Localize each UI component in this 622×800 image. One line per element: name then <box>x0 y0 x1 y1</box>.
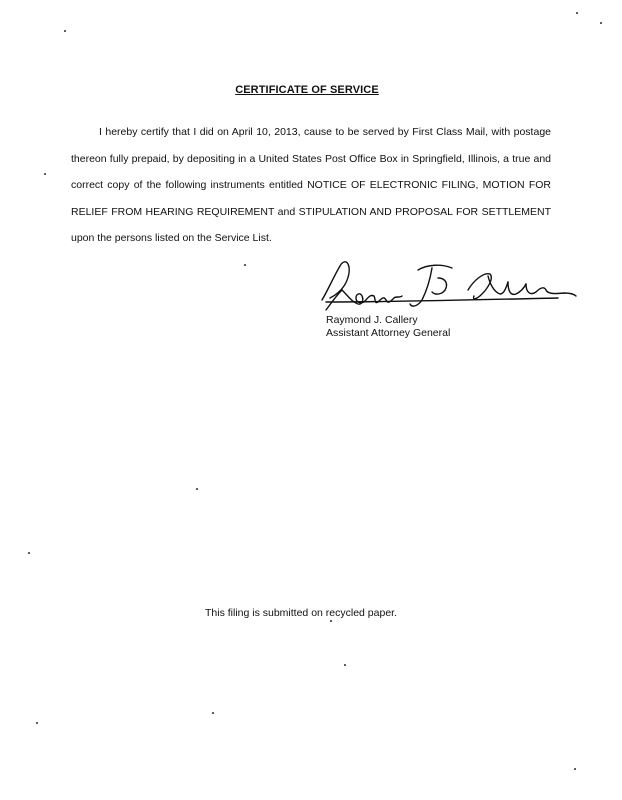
certificate-body: I hereby certify that I did on April 10, 2013, cause to be served by First Class Mail, with postage thereon fully prepaid, by depositing in a United States Post Office Box in Springfield, Illinois, a true and correct copy of the following instruments entitled NOTICE OF ELECTRONIC FILING, MOTION FOR RELIEF FROM HEARING REQUIREMENT and STIPULATION AND PROPOSAL FOR SETTLEMENT upon the persons listed on the Service List. <box>71 126 551 244</box>
scan-speck <box>36 722 38 724</box>
scan-speck <box>244 264 246 266</box>
scan-speck <box>44 173 46 175</box>
scan-speck <box>574 768 576 770</box>
recycled-paper-note: This filing is submitted on recycled paper. <box>204 607 397 619</box>
scan-speck <box>64 30 66 32</box>
scan-speck <box>28 552 30 554</box>
scan-speck <box>212 712 214 714</box>
handwritten-signature <box>318 256 578 318</box>
signer-name: Raymond J. Callery <box>326 314 418 326</box>
scan-speck <box>344 664 346 666</box>
scan-speck <box>576 12 578 14</box>
scan-speck <box>330 620 332 622</box>
certificate-title: CERTIFICATE OF SERVICE <box>235 84 379 96</box>
scan-speck <box>600 22 602 24</box>
signer-title: Assistant Attorney General <box>326 327 451 339</box>
scan-speck <box>196 488 198 490</box>
